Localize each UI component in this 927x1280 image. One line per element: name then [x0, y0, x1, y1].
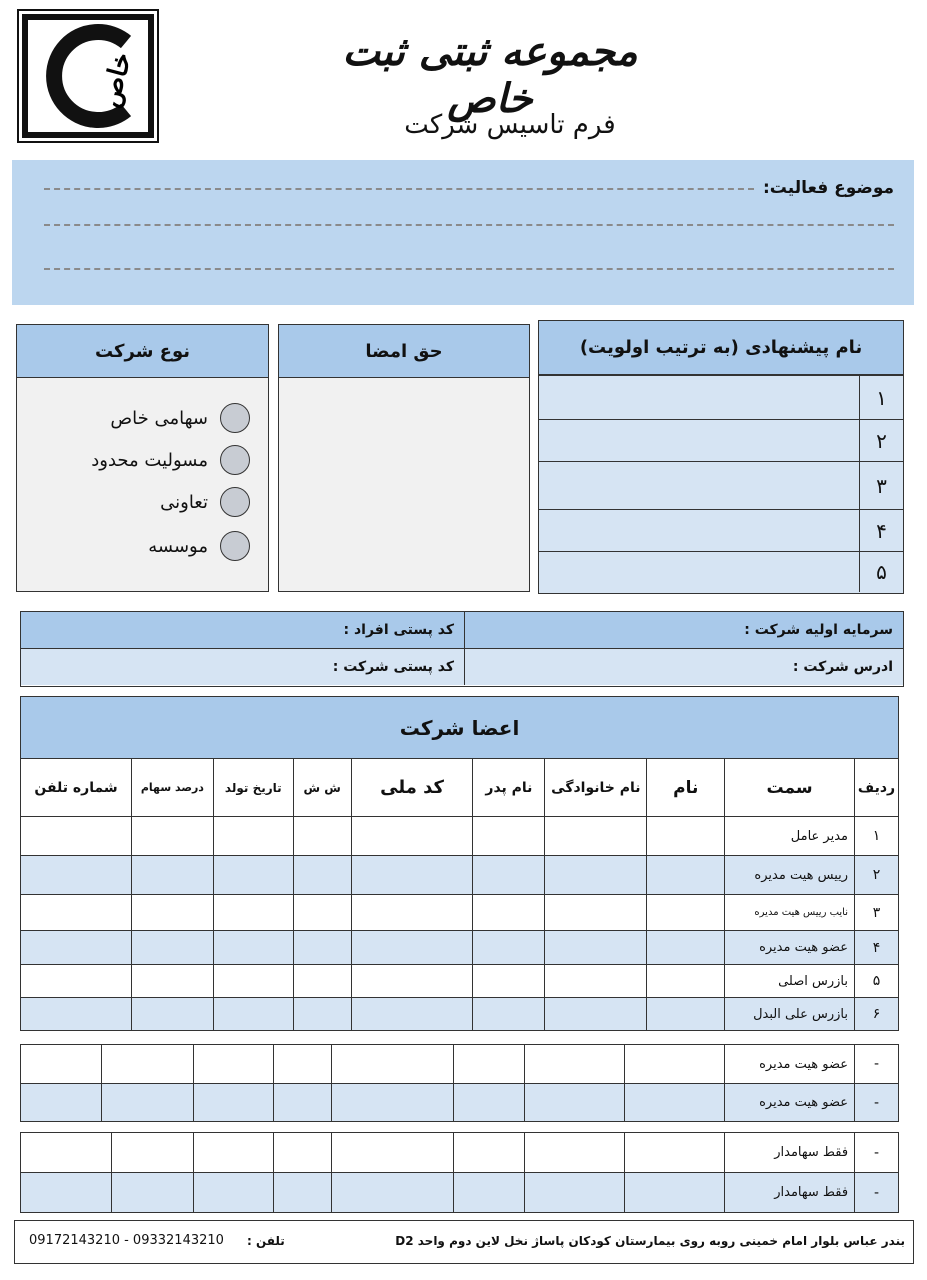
logo-text: خاص	[94, 49, 138, 111]
member-row	[21, 856, 899, 895]
cell-input[interactable]	[473, 895, 545, 931]
name-row-3	[539, 461, 903, 509]
company-logo	[22, 14, 154, 138]
name-row-4	[539, 509, 903, 551]
cell-input[interactable]	[331, 1084, 453, 1122]
cell-input[interactable]	[545, 856, 647, 895]
col-header: نام	[647, 759, 725, 817]
radio-button[interactable]	[220, 445, 250, 475]
cell-input[interactable]	[21, 895, 132, 931]
col-header: سمت	[725, 759, 855, 817]
type-option-0[interactable]	[110, 403, 250, 433]
row-number: -	[855, 1173, 899, 1213]
shareholder-row	[21, 1173, 899, 1213]
cell-input[interactable]	[351, 931, 473, 965]
company-address-field[interactable]: ادرس شرکت :	[464, 649, 903, 685]
cell-input[interactable]	[21, 998, 132, 1031]
member-row	[21, 895, 899, 931]
row-number: ۶	[855, 998, 899, 1031]
cell-input[interactable]	[213, 965, 293, 998]
cell-input[interactable]	[473, 931, 545, 965]
row-number: ۵	[859, 552, 903, 592]
activity-label: موضوع فعالیت:	[762, 178, 894, 198]
cell-input[interactable]	[131, 931, 213, 965]
cell-input[interactable]	[473, 817, 545, 856]
cell-input[interactable]	[293, 998, 351, 1031]
members-title: اعضا شرکت	[21, 697, 899, 759]
activity-line-1[interactable]	[44, 188, 754, 190]
col-header: تاریخ تولد	[213, 759, 293, 817]
cell-input[interactable]	[21, 1173, 112, 1213]
cell-input[interactable]	[21, 856, 132, 895]
cell-input[interactable]	[545, 965, 647, 998]
cell-input[interactable]	[453, 1084, 525, 1122]
position-label: رییس هیت مدیره	[725, 856, 855, 895]
footer-phones[interactable]: 09172143210 - 09332143210	[29, 1233, 224, 1248]
cell-input[interactable]	[647, 895, 725, 931]
cell-input[interactable]	[647, 856, 725, 895]
cell-input[interactable]	[21, 817, 132, 856]
board-row	[21, 1084, 899, 1122]
company-postal-field[interactable]: کد پستی شرکت :	[21, 649, 464, 685]
position-label: بازرس علی البدل	[725, 998, 855, 1031]
activity-section	[12, 160, 914, 305]
cell-input[interactable]	[21, 1045, 102, 1084]
row-number: -	[855, 1133, 899, 1173]
radio-button[interactable]	[220, 403, 250, 433]
cell-input[interactable]	[193, 1133, 273, 1173]
type-option-3[interactable]	[148, 531, 250, 561]
cell-input[interactable]	[351, 817, 473, 856]
board-table	[20, 1044, 899, 1122]
cell-input[interactable]	[625, 1084, 725, 1122]
cell-input[interactable]	[131, 817, 213, 856]
cell-input[interactable]	[213, 931, 293, 965]
col-header: کد ملی	[351, 759, 473, 817]
cell-input[interactable]	[473, 998, 545, 1031]
member-row	[21, 931, 899, 965]
cell-input[interactable]	[351, 856, 473, 895]
shareholder-table	[20, 1132, 899, 1213]
cell-input[interactable]	[193, 1045, 273, 1084]
col-header: ش ش	[293, 759, 351, 817]
cell-input[interactable]	[331, 1173, 453, 1213]
cell-input[interactable]	[21, 965, 132, 998]
cell-input[interactable]	[647, 817, 725, 856]
cell-input[interactable]	[293, 895, 351, 931]
footer-address: بندر عباس بلوار امام خمینی روبه روی بیمارستان کودکان پاساژ نخل لاین دوم واحد D2	[395, 1234, 905, 1248]
cell-input[interactable]	[453, 1173, 525, 1213]
footer	[14, 1220, 914, 1264]
cell-input[interactable]	[131, 856, 213, 895]
cell-input[interactable]	[111, 1173, 193, 1213]
cell-input[interactable]	[213, 817, 293, 856]
type-option-1[interactable]	[91, 445, 250, 475]
page-title: مجموعه ثبتی ثبت خاص	[342, 28, 638, 122]
member-row	[21, 965, 899, 998]
cell-input[interactable]	[351, 895, 473, 931]
cell-input[interactable]	[111, 1133, 193, 1173]
position-label: فقط سهامدار	[725, 1173, 855, 1213]
position-label: عضو هیت مدیره	[725, 931, 855, 965]
logo-mark-icon	[28, 20, 148, 132]
type-option-label: سهامی خاص	[110, 407, 208, 429]
cell-input[interactable]	[331, 1045, 453, 1084]
member-row	[21, 998, 899, 1031]
name-row-1	[539, 375, 903, 419]
row-number: ۲	[859, 420, 903, 461]
initial-capital-field[interactable]: سرمایه اولیه شرکت :	[464, 612, 903, 649]
name-row-5	[539, 551, 903, 592]
position-label: مدیر عامل	[725, 817, 855, 856]
cell-input[interactable]	[101, 1084, 193, 1122]
proposed-names-panel	[538, 320, 904, 594]
cell-input[interactable]	[131, 895, 213, 931]
cell-input[interactable]	[545, 895, 647, 931]
cell-input[interactable]	[193, 1173, 273, 1213]
col-header: ردیف	[855, 759, 899, 817]
col-header: نام پدر	[473, 759, 545, 817]
row-number: ۲	[855, 856, 899, 895]
position-label: بازرس اصلی	[725, 965, 855, 998]
cell-input[interactable]	[273, 1045, 331, 1084]
row-number: ۴	[855, 931, 899, 965]
company-type-panel	[16, 324, 269, 592]
name-input[interactable]	[539, 376, 859, 419]
cell-input[interactable]	[473, 965, 545, 998]
cell-input[interactable]	[273, 1173, 331, 1213]
cell-input[interactable]	[21, 1133, 112, 1173]
cell-input[interactable]	[273, 1084, 331, 1122]
cell-input[interactable]	[101, 1045, 193, 1084]
members-header-row	[21, 759, 899, 817]
cell-input[interactable]	[351, 965, 473, 998]
cell-input[interactable]	[331, 1133, 453, 1173]
row-number: ۱	[859, 376, 903, 419]
cell-input[interactable]	[625, 1133, 725, 1173]
col-header: نام خانوادگی	[545, 759, 647, 817]
type-option-label: مسولیت محدود	[91, 449, 208, 471]
row-number: -	[855, 1045, 899, 1084]
cell-input[interactable]	[213, 856, 293, 895]
cell-input[interactable]	[525, 1045, 625, 1084]
position-label: عضو هیت مدیره	[725, 1084, 855, 1122]
signature-panel	[278, 324, 530, 592]
radio-button[interactable]	[220, 487, 250, 517]
name-row-2	[539, 419, 903, 461]
cell-input[interactable]	[647, 965, 725, 998]
signature-title: حق امضا	[279, 325, 529, 378]
cell-input[interactable]	[625, 1045, 725, 1084]
col-header: شماره تلفن	[21, 759, 132, 817]
cell-input[interactable]	[525, 1173, 625, 1213]
form-subtitle: فرم تاسیس شرکت	[404, 110, 616, 140]
cell-input[interactable]	[131, 965, 213, 998]
company-type-title: نوع شرکت	[17, 325, 268, 378]
row-number: ۴	[859, 510, 903, 551]
footer-phone-label: تلفن :	[247, 1234, 285, 1248]
cell-input[interactable]	[453, 1133, 525, 1173]
cell-input[interactable]	[131, 998, 213, 1031]
cell-input[interactable]	[625, 1173, 725, 1213]
cell-input[interactable]	[293, 965, 351, 998]
company-info-block	[20, 611, 904, 687]
col-header: درصد سهام	[131, 759, 213, 817]
name-input[interactable]	[539, 552, 859, 592]
row-number: ۱	[855, 817, 899, 856]
cell-input[interactable]	[647, 931, 725, 965]
cell-input[interactable]	[21, 1084, 102, 1122]
member-row	[21, 817, 899, 856]
shareholder-row	[21, 1133, 899, 1173]
cell-input[interactable]	[545, 998, 647, 1031]
cell-input[interactable]	[293, 817, 351, 856]
row-number: -	[855, 1084, 899, 1122]
activity-line-3[interactable]	[44, 268, 894, 270]
name-input[interactable]	[539, 510, 859, 551]
cell-input[interactable]	[525, 1084, 625, 1122]
cell-input[interactable]	[351, 998, 473, 1031]
cell-input[interactable]	[545, 931, 647, 965]
type-option-label: تعاونی	[160, 491, 208, 513]
row-number: ۳	[859, 462, 903, 509]
activity-line-2[interactable]	[44, 224, 894, 226]
signature-area[interactable]	[279, 378, 529, 590]
type-option-2[interactable]	[160, 487, 250, 517]
position-label: عضو هیت مدیره	[725, 1045, 855, 1084]
cell-input[interactable]	[453, 1045, 525, 1084]
cell-input[interactable]	[293, 931, 351, 965]
type-option-label: موسسه	[148, 535, 208, 557]
members-postal-field[interactable]: کد پستی افراد :	[21, 612, 464, 649]
position-label: نایب رییس هیت مدیره	[725, 895, 855, 931]
cell-input[interactable]	[21, 931, 132, 965]
position-label: فقط سهامدار	[725, 1133, 855, 1173]
cell-input[interactable]	[473, 856, 545, 895]
members-table	[20, 696, 899, 1031]
row-number: ۵	[855, 965, 899, 998]
cell-input[interactable]	[293, 856, 351, 895]
cell-input[interactable]	[213, 998, 293, 1031]
cell-input[interactable]	[193, 1084, 273, 1122]
cell-input[interactable]	[273, 1133, 331, 1173]
cell-input[interactable]	[545, 817, 647, 856]
cell-input[interactable]	[525, 1133, 625, 1173]
name-input[interactable]	[539, 420, 859, 461]
radio-button[interactable]	[220, 531, 250, 561]
cell-input[interactable]	[213, 895, 293, 931]
name-input[interactable]	[539, 462, 859, 509]
cell-input[interactable]	[647, 998, 725, 1031]
row-number: ۳	[855, 895, 899, 931]
proposed-names-title: نام پیشنهادی (به ترتیب اولویت)	[539, 321, 903, 375]
board-row	[21, 1045, 899, 1084]
